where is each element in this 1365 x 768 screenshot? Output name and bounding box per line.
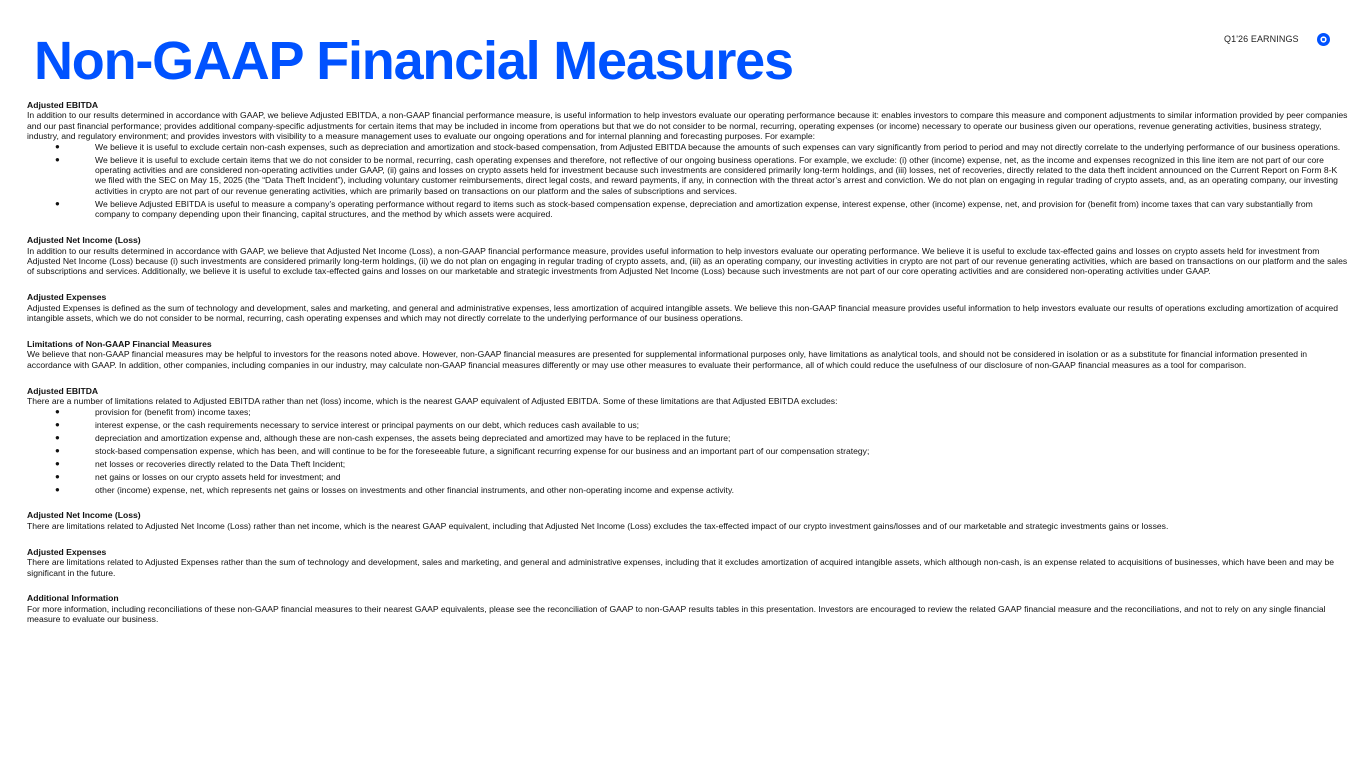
section-paragraph: We believe that non-GAAP financial measures may be helpful to investors for the reasons noted above. However, non-GAAP financial measures are presented for supplemental informational purposes only, have limitations as analytical tools, and should not be considered in isolation or as a substitute for financial information presented in accordance with GAAP. In addition, other companies, including companies in our industry, may calculate non-GAAP financial measures differently or may use other measures to evaluate their performance, all of which could reduce the usefulness of our disclosure of non-GAAP financial measures as a tool for comparison. (27, 349, 1308, 370)
bullet-dot-icon: ● (55, 432, 60, 442)
earnings-label: Q1'26 EARNINGS (1224, 34, 1299, 44)
disclosure-body (27, 100, 1349, 625)
section (27, 547, 1349, 578)
section (27, 510, 1349, 531)
section-paragraph: In addition to our results determined in accordance with GAAP, we believe that Adjusted Net Income (Loss), a non-GAAP financial performance measure, provides useful information to help investors evaluate our operating performance. We believe it is useful to exclude tax-effected gains and losses on crypto assets held for investment from Adjusted Net Income (Loss) because (i) such investments are considered primarily long-term holdings, (ii) we do not plan on engaging in regular trading of crypto assets, and, (iii) as an operating company, our investing activities in crypto are not part of our revenue generating activities, which are based on transactions on our platform and the sales of subscriptions and services. Additionally, we believe it is useful to exclude tax-effected gains and losses on our marketable and strategic investments from Adjusted Net Income (Loss) because such investments are not part of our core operating activities and are considered non-operating activities under GAAP. (27, 245, 1348, 277)
section-paragraph: There are limitations related to Adjusted Expenses rather than the sum of technology and development, sales and marketing, and general and administrative expenses, including that it excludes amortization of acquired intangible assets, which although non-cash, is an expense related to acquisitions of businesses, which have been and may be significant in the future. (27, 557, 1335, 578)
section-paragraph: There are limitations related to Adjusted Net Income (Loss) rather than net income, which is the nearest GAAP equivalent, including that Adjusted Net Income (Loss) excludes the tax-effected impact of our crypto investment gains/losses and of our marketable and strategic investments gains or losses. (27, 520, 1169, 531)
bullet-dot-icon: ● (55, 154, 60, 164)
page-title: Non-GAAP Financial Measures (34, 31, 793, 91)
bullet-text: net losses or recoveries directly related to the Data Theft Incident; (95, 458, 346, 469)
bullet-item (27, 459, 1349, 469)
bullet-list (27, 407, 1349, 495)
section (27, 292, 1349, 323)
bullet-list (27, 142, 1349, 220)
bullet-text: stock-based compensation expense, which has been, and will continue to be for the foreseeable future, a significant recurring expense for our business and an important part of our compensation strategy; (95, 445, 870, 456)
bullet-dot-icon: ● (55, 141, 60, 151)
bullet-text: interest expense, or the cash requirements necessary to service interest or principal payments on our debt, which reduces cash available to us; (95, 419, 640, 430)
bullet-dot-icon: ● (55, 198, 60, 208)
coinbase-logo-icon (1317, 33, 1330, 46)
bullet-item (27, 446, 1349, 456)
section-heading: Adjusted EBITDA (27, 100, 99, 110)
bullet-dot-icon: ● (55, 458, 60, 468)
bullet-item (27, 420, 1349, 430)
bullet-text: We believe it is useful to exclude certain items that we do not consider to be normal, recurring, cash operating expenses and therefore, not reflective of our ongoing business operations. For example, we exclude: (i) other (income) expense, net, as the income and expenses recognized in this line item are not part of our core operating activities and are considered non-operating activities under GAAP, (ii) gains and losses on crypto assets held for investment because such investments are considered primarily long-term holdings, and (iii) losses, net of recoveries, directly related to the data theft incident announced on the Current Report on Form 8-K we filed with the SEC on May 15, 2025 (the “Data Theft Incident”), including voluntary customer reimbursements, direct legal costs, and reward payments, if any, in connection with the threat actor’s arrest and conviction. We do not plan on engaging in regular trading of crypto assets, and, as an operating company, our investing activities in crypto are not part of our revenue generating activities, which are primarily based on transactions on our platform and the sales of subscriptions and services. (95, 154, 1338, 196)
bullet-dot-icon: ● (55, 419, 60, 429)
section (27, 100, 1349, 220)
bullet-text: net gains or losses on our crypto assets held for investment; and (95, 471, 341, 482)
section-heading: Limitations of Non-GAAP Financial Measures (27, 339, 212, 349)
bullet-item (27, 485, 1349, 495)
section-paragraph: In addition to our results determined in accordance with GAAP, we believe Adjusted EBITDA, a non-GAAP financial performance measure, is useful information to help investors evaluate our operating performance because it: enables investors to compare this measure and component adjustments to similar information provided by peer companies and our past financial performance; provides additional company-specific adjustments for certain items that may be included in income from operations but that we do not consider to be normal, recurring, operating expenses (or income) necessary to operate our business given our operations, revenue generating activities, business strategy, industry, and regulatory environment; and provides investors with visibility to a measure management uses to evaluate our ongoing operations and for internal planning and forecasting purposes. For example: (27, 110, 1348, 142)
bullet-item (27, 472, 1349, 482)
section (27, 593, 1349, 624)
bullet-item (27, 155, 1349, 197)
bullet-dot-icon: ● (55, 471, 60, 481)
bullet-item (27, 199, 1349, 220)
section-heading: Additional Information (27, 593, 119, 604)
section-heading: Adjusted Net Income (Loss) (27, 235, 141, 246)
section-heading: Adjusted EBITDA (27, 385, 99, 396)
section (27, 235, 1349, 277)
bullet-item (27, 433, 1349, 443)
section-paragraph: There are a number of limitations related to Adjusted EBITDA rather than net (loss) income, which is the nearest GAAP equivalent of Adjusted EBITDA. Some of these limitations are that Adjusted EBITDA excludes: (27, 396, 838, 407)
bullet-item (27, 142, 1349, 152)
bullet-text: We believe Adjusted EBITDA is useful to measure a company’s operating performance without regard to items such as stock-based compensation expense, depreciation and amortization expense, interest expense, other (income) expense, net, and provision for (benefit from) income taxes that can vary substantially from company to company depending upon their financing, capital structures, and the method by which assets were acquired. (95, 198, 1313, 220)
bullet-text: depreciation and amortization expense and, although these are non-cash expenses, the assets being depreciated and amortized may have to be replaced in the future; (95, 432, 731, 443)
section-heading: Adjusted Expenses (27, 292, 107, 303)
bullet-dot-icon: ● (55, 484, 60, 494)
section-paragraph: For more information, including reconciliations of these non-GAAP financial measures to their nearest GAAP equivalents, please see the reconciliation of GAAP to non-GAAP results tables in this presentation. Investors are encouraged to review the related GAAP financial measure and the reconciliations, and not to rely on any single financial measure to evaluate our business. (27, 603, 1326, 625)
section-paragraph: Adjusted Expenses is defined as the sum of technology and development, sales and marketing, and general and administrative expenses, less amortization of acquired intangible assets. We believe this non-GAAP financial measure provides useful information to help investors evaluate our results of operations excluding amortization of acquired intangible assets, which we do not consider to be normal, recurring, cash operating expenses and which may not directly correlate to the underlying performance of our business operations. (27, 302, 1338, 324)
bullet-text: provision for (benefit from) income taxes; (95, 406, 251, 417)
section (27, 386, 1349, 495)
bullet-item (27, 407, 1349, 417)
bullet-text: other (income) expense, net, which represents net gains or losses on investments and other financial instruments, and other non-operating income and expense activity. (95, 484, 734, 495)
bullet-dot-icon: ● (55, 406, 60, 416)
bullet-text: We believe it is useful to exclude certain non-cash expenses, such as depreciation and amortization and stock-based compensation, from Adjusted EBITDA because the amounts of such expenses can vary significantly from period to period and may not directly correlate to the underlying performance of our business operations. (95, 141, 1341, 152)
section-heading: Adjusted Net Income (Loss) (27, 510, 141, 521)
section-heading: Adjusted Expenses (27, 546, 107, 557)
section (27, 339, 1349, 370)
bullet-dot-icon: ● (55, 445, 60, 455)
